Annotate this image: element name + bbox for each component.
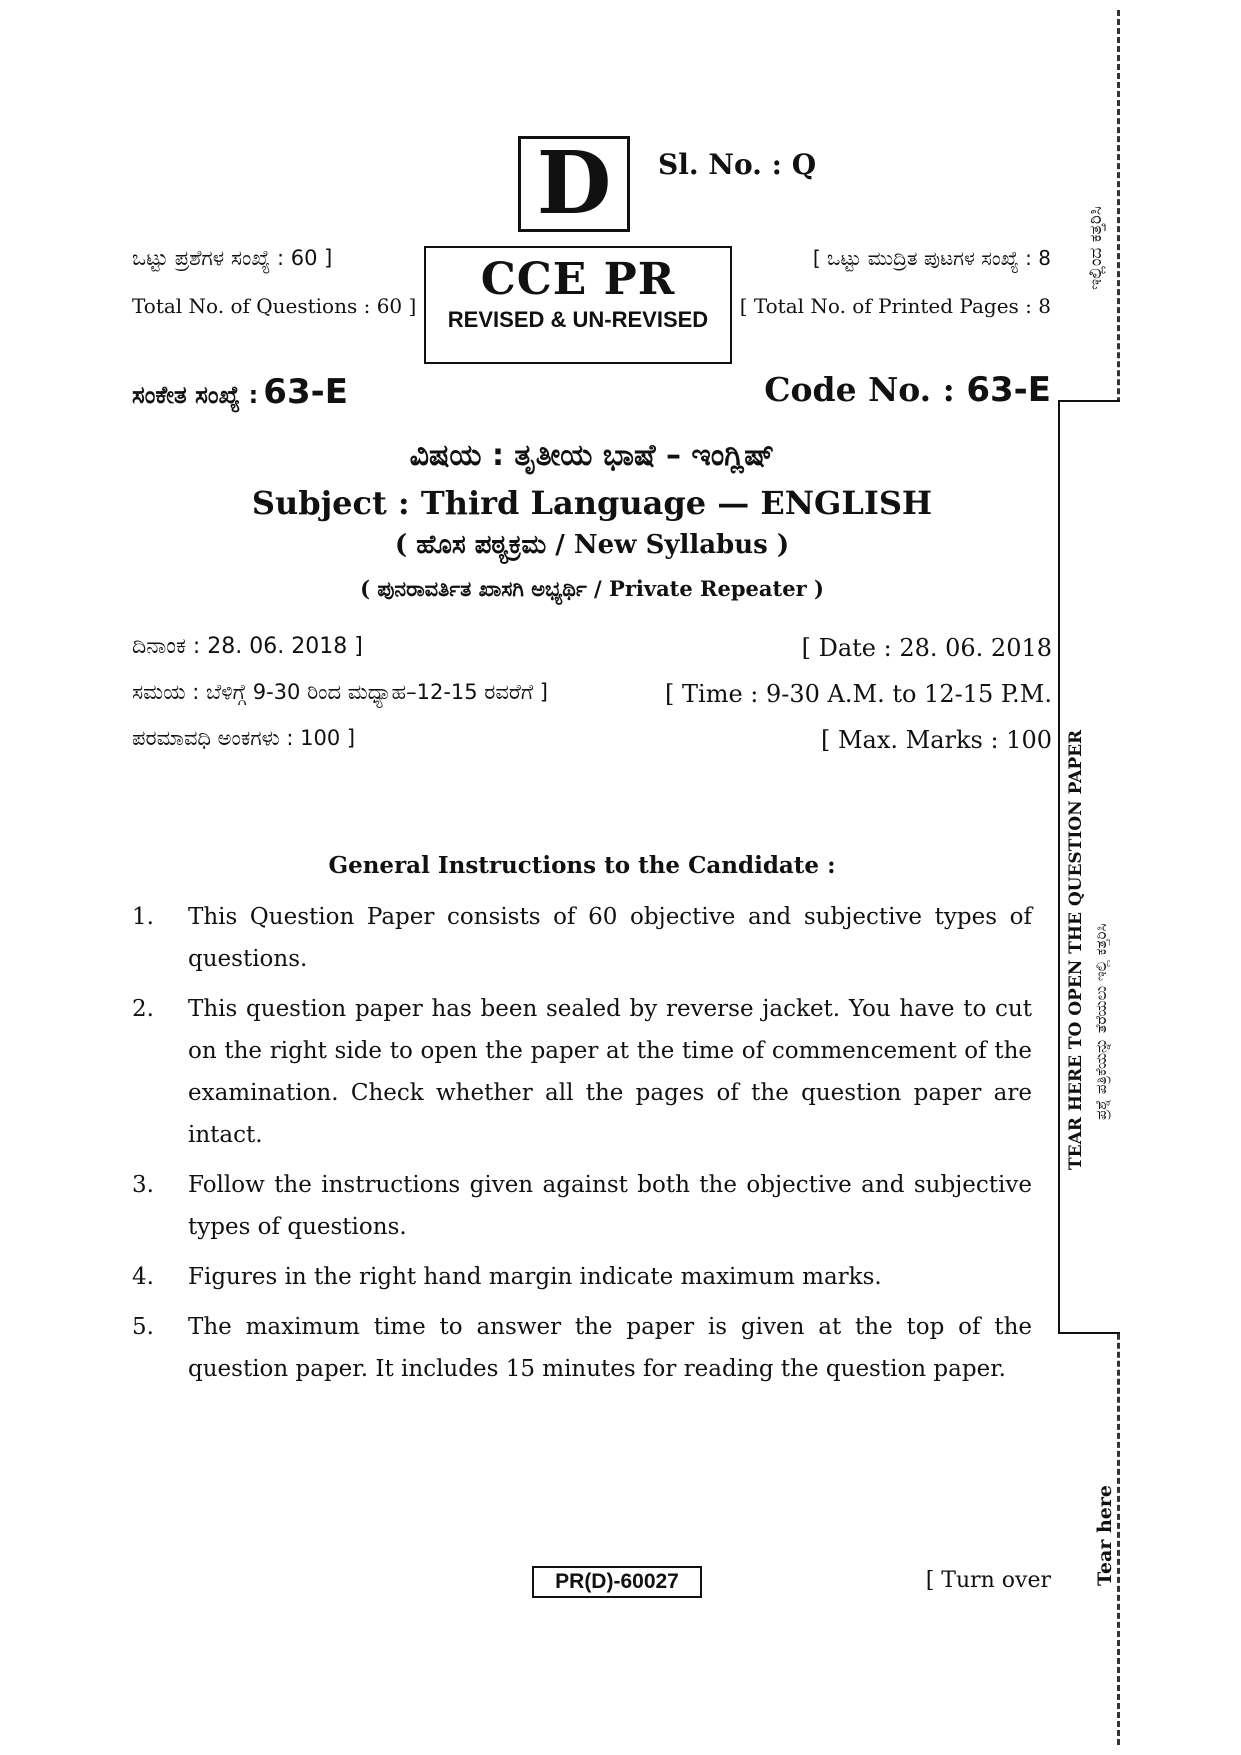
exam-subtitle: REVISED & UN-REVISED bbox=[447, 307, 709, 332]
code-value-kn: 63-E bbox=[263, 372, 348, 412]
code-label-kn: ಸಂಕೇತ ಸಂಖ್ಯೆ : bbox=[132, 381, 259, 409]
instructions-list bbox=[132, 896, 1032, 1398]
marks-kn: ಪರಮಾವಧಿ ಅಂಕಗಳು : 100 ] bbox=[132, 726, 356, 750]
set-letter-box bbox=[518, 133, 630, 234]
total-questions-kn: ಒಟ್ಟು ಪ್ರಶೆಗಳ ಸಂಖ್ಯೆ : 60 ] bbox=[132, 246, 333, 270]
list-item: 4. Figures in the right hand margin indicate maximum marks. bbox=[132, 1264, 882, 1290]
subject-en: Subject : Third Language — ENGLISH bbox=[251, 484, 933, 522]
total-pages-en: [ Total No. of Printed Pages : 8 bbox=[739, 294, 1051, 318]
marks-en: [ Max. Marks : 100 bbox=[820, 726, 1052, 754]
serial-number: Sl. No. : Q bbox=[658, 148, 817, 181]
exam-title-box bbox=[424, 246, 732, 364]
tear-top-kn: ಇಲ್ಲಿಂದ ಕತ್ತರಿಸಿ bbox=[1086, 206, 1106, 290]
list-item: 5. The maximum time to answer the paper is given at the top of the question paper. It includes 15 minutes for reading the question paper. bbox=[132, 1314, 1032, 1382]
date-en: [ Date : 28. 06. 2018 bbox=[801, 634, 1052, 662]
set-letter: D bbox=[536, 133, 612, 234]
list-item: 3. Follow the instructions given against both the objective and subjective types of questions. bbox=[132, 1172, 1032, 1240]
exam-title: CCE PR bbox=[480, 254, 676, 305]
paper-code-box bbox=[532, 1566, 702, 1598]
code-value-en: 63-E bbox=[966, 370, 1051, 410]
turn-over: [ Turn over bbox=[925, 1568, 1051, 1593]
list-item: 1. This Question Paper consists of 60 objective and subjective types of questions. bbox=[132, 904, 1032, 972]
list-item: 2. This question paper has been sealed by reverse jacket. You have to cut on the right side to open the paper at the time of commencement of the examination. Check whether all the pages of the question paper are intact. bbox=[132, 996, 1032, 1148]
tear-label-en: TEAR HERE TO OPEN THE QUESTION PAPER bbox=[1066, 729, 1086, 1170]
marks-row bbox=[132, 726, 1052, 754]
instructions-heading: General Instructions to the Candidate : bbox=[328, 852, 836, 879]
time-row bbox=[132, 680, 1052, 708]
total-pages-kn: [ ಒಟ್ಟು ಮುದ್ರಿತ ಪುಟಗಳ ಸಂಖ್ಯೆ : 8 bbox=[812, 246, 1051, 270]
code-label-en: Code No. : bbox=[764, 370, 955, 409]
time-kn: ಸಮಯ : ಬೆಳಿಗ್ಗೆ 9-30 ರಿಂದ ಮಧ್ಯಾಹ–12-15 ರವರೆಗೆ ] bbox=[132, 680, 548, 704]
subject-kn: ವಿಷಯ : ತೃತೀಯ ಭಾಷೆ – ಇಂಗ್ಲಿಷ್ bbox=[409, 438, 775, 473]
tear-label-kn: ಪ್ರಶ್ನೆ ಪತ್ರಿಕೆಯನ್ನು ತೆರೆಯಲು ಇಲ್ಲಿ ಕತ್ತರಿಸಿ bbox=[1092, 923, 1110, 1120]
tear-here-label: Tear here bbox=[1094, 1485, 1116, 1586]
paper-code: PR(D)-60027 bbox=[555, 1570, 679, 1593]
date-kn: ದಿನಾಂಕ : 28. 06. 2018 ] bbox=[132, 634, 363, 659]
candidate-type: ( ಪುನರಾವರ್ತಿತ ಖಾಸಗಿ ಅಭ್ಯರ್ಥಿ / Private Repeater ) bbox=[360, 576, 824, 601]
code-number-kn bbox=[132, 372, 348, 412]
total-questions-en: Total No. of Questions : 60 ] bbox=[132, 294, 417, 318]
date-row bbox=[132, 634, 1052, 662]
code-number-en bbox=[764, 370, 1051, 410]
time-en: [ Time : 9-30 A.M. to 12-15 P.M. bbox=[665, 680, 1052, 708]
syllabus: ( ಹೊಸ ಪಠ್ಯಕ್ರಮ / New Syllabus ) bbox=[394, 530, 790, 560]
